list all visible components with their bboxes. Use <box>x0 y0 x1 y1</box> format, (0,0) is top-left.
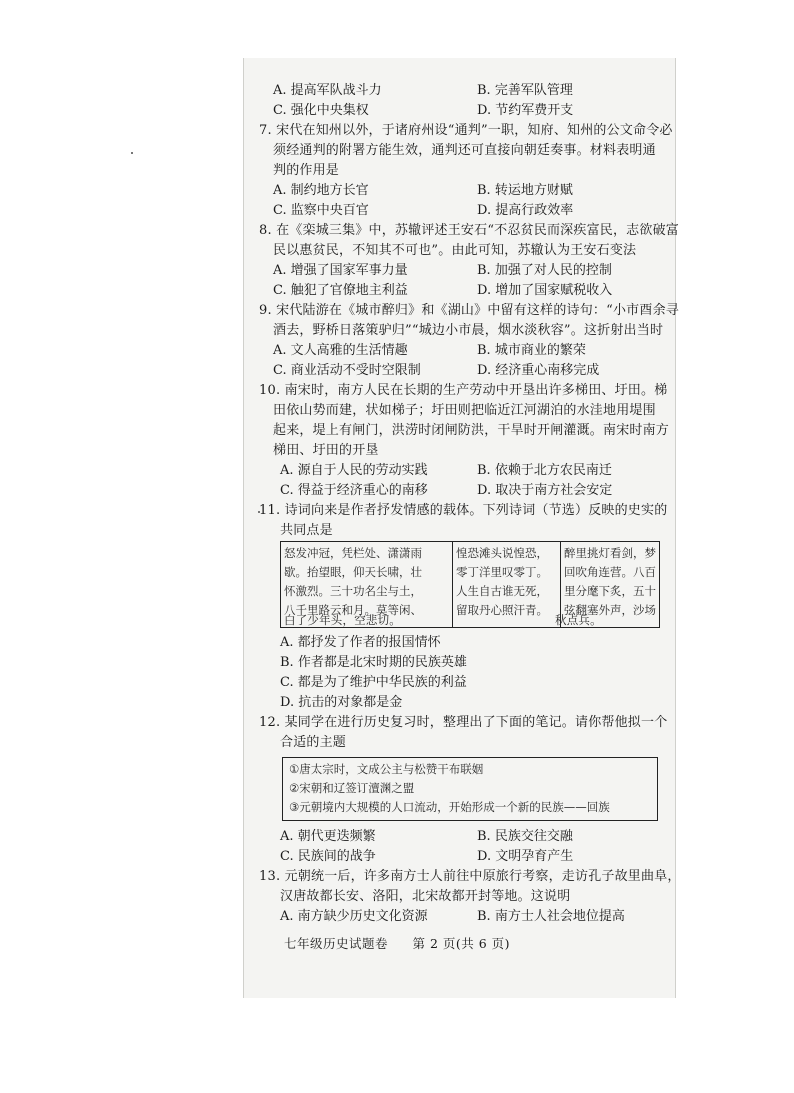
q8-stem-line: 8. 在《栾城三集》中，苏辙评述王安石“不忍贫民而深疾富民，志欲破富 <box>259 223 679 238</box>
q8-option-b: B. 加强了对人民的控制 <box>477 263 612 278</box>
page-edge-right <box>675 58 676 998</box>
notes-box <box>282 757 658 821</box>
q12-stem-line: 12. 某同学在进行历史复习时，整理出了下面的笔记。请你帮他拟一个 <box>259 715 668 730</box>
q12-stem-line: 合适的主题 <box>280 735 347 750</box>
poem-line: 秋点兵。 <box>555 613 602 627</box>
scan-speck <box>131 152 133 154</box>
q9-stem-line: 9. 宋代陆游在《城市醉归》和《湖山》中留有这样的诗句：“小市酉余寻 <box>259 303 679 318</box>
q8-option-a: A. 增强了国家军事力量 <box>273 263 408 278</box>
q8-stem-line: 民以惠贫民，不知其不可也”。由此可知，苏辙认为王安石变法 <box>273 243 637 258</box>
q10-stem-line: 田依山势而建，状如梯子；圩田则把临近江河湖泊的水洼地用堤围 <box>273 403 656 418</box>
q10-option-a: A. 源自于人民的劳动实践 <box>280 463 428 478</box>
q12-option-a: A. 朝代更迭频繁 <box>280 829 376 844</box>
q7-option-a: A. 制约地方长官 <box>273 183 369 198</box>
poem-line: 歇。抬望眼，仰天长啸，壮 <box>284 565 422 579</box>
page-footer <box>0 934 794 952</box>
poem-line: 八千里路云和月。莫等闲、 <box>284 603 422 617</box>
q10-stem-line: 起来，堤上有闸门，洪涝时闭闸防洪，干旱时开闸灌溉。南宋时南方 <box>273 423 670 438</box>
q13-stem-line: 13. 元朝统一后，许多南方士人前往中原旅行考察，走访孔子故里曲阜， <box>259 869 681 884</box>
note-item: ②宋朝和辽签订澶渊之盟 <box>289 781 415 795</box>
q9-stem-line: 酒去，野桥日落策驴归”“城边小市晨，烟水淡秋容”。这折射出当时 <box>273 323 664 338</box>
q11-option-d: D. 抗击的对象都是金 <box>280 695 403 710</box>
poem-line: 白了少年头，空悲切。 <box>284 613 401 627</box>
page-edge-left <box>243 58 244 998</box>
poem-line: 零丁洋里叹零丁。 <box>456 565 548 579</box>
q7-option-d: D. 提高行政效率 <box>477 203 574 218</box>
q10-stem-line: 梯田、圩田的开垦 <box>273 443 379 458</box>
q11-option-a: A. 都抒发了作者的报国情怀 <box>280 635 441 650</box>
poem-line: 惶恐滩头说惶恐， <box>456 546 548 560</box>
q7-stem-line: 7. 宋代在知州以外，于诸府州设“通判”一职，知府、知州的公文命令必 <box>259 123 673 138</box>
q12-option-c: C. 民族间的战争 <box>280 849 376 864</box>
q9-option-a: A. 文人高雅的生活情趣 <box>273 343 408 358</box>
q7-stem-line: 须经通判的附署方能生效，通判还可直接向朝廷奏事。材料表明通 <box>273 143 656 158</box>
q6-option-a: A. 提高军队战斗力 <box>273 83 382 98</box>
poem-line: 醉里挑灯看剑，梦 <box>564 546 656 560</box>
q11-option-b: B. 作者都是北宋时期的民族英雄 <box>280 655 467 670</box>
q10-option-b: B. 依赖于北方农民南迁 <box>477 463 612 478</box>
poem-cell-2 <box>453 542 561 627</box>
q6-option-d: D. 节约军费开支 <box>477 103 574 118</box>
q11-stem-line: 共同点是 <box>280 523 333 538</box>
page-number: 第 2 页(共 6 页) <box>412 936 511 951</box>
q6-option-c: C. 强化中央集权 <box>273 103 369 118</box>
q7-stem-line: 判的作用是 <box>273 163 340 178</box>
q7-option-c: C. 监察中央百官 <box>273 203 369 218</box>
poem-line: 回吹角连营。八百 <box>564 565 656 579</box>
q12-option-d: D. 文明孕育产生 <box>477 849 574 864</box>
q10-option-d: D. 取决于南方社会安定 <box>477 483 613 498</box>
q8-option-d: D. 增加了国家赋税收入 <box>477 283 613 298</box>
exam-title: 七年级历史试题卷 <box>283 936 388 951</box>
q7-option-b: B. 转运地方财赋 <box>477 183 573 198</box>
poem-line: 怒发冲冠，凭栏处、潇潇雨 <box>284 546 422 560</box>
q11-option-c: C. 都是为了维护中华民族的利益 <box>280 675 467 690</box>
q9-option-d: D. 经济重心南移完成 <box>477 363 600 378</box>
q13-stem-line: 汉唐故都长安、洛阳，北宋故都开封等地。这说明 <box>280 889 571 904</box>
poem-line: 怀激烈。三十功名尘与土， <box>284 584 422 598</box>
q6-option-b: B. 完善军队管理 <box>477 83 573 98</box>
poem-line: 弦翻塞外声，沙场 <box>564 603 656 617</box>
note-item: ③元朝境内大规模的人口流动，开始形成一个新的民族——回族 <box>289 800 610 814</box>
q12-option-b: B. 民族交往交融 <box>477 829 573 844</box>
note-item: ①唐太宗时，文成公主与松赞干布联姻 <box>289 762 484 776</box>
q10-option-c: C. 得益于经济重心的南移 <box>280 483 428 498</box>
poem-line: 留取丹心照汗青。 <box>456 603 548 617</box>
poem-line: 里分麾下炙，五十 <box>564 584 656 598</box>
q8-option-c: C. 触犯了官僚地主利益 <box>273 283 408 298</box>
q13-option-a: A. 南方缺少历史文化资源 <box>280 909 428 924</box>
q9-option-c: C. 商业活动不受时空限制 <box>273 363 421 378</box>
q11-stem-line: 11. 诗词向来是作者抒发情感的载体。下列诗词（节选）反映的史实的 <box>259 503 668 518</box>
q10-stem-line: 10. 南宋时，南方人民在长期的生产劳动中开垦出许多梯田、圩田。梯 <box>259 383 668 398</box>
poem-line: 人生自古谁无死， <box>456 584 548 598</box>
q13-option-b: B. 南方士人社会地位提高 <box>477 909 625 924</box>
q9-option-b: B. 城市商业的繁荣 <box>477 343 586 358</box>
